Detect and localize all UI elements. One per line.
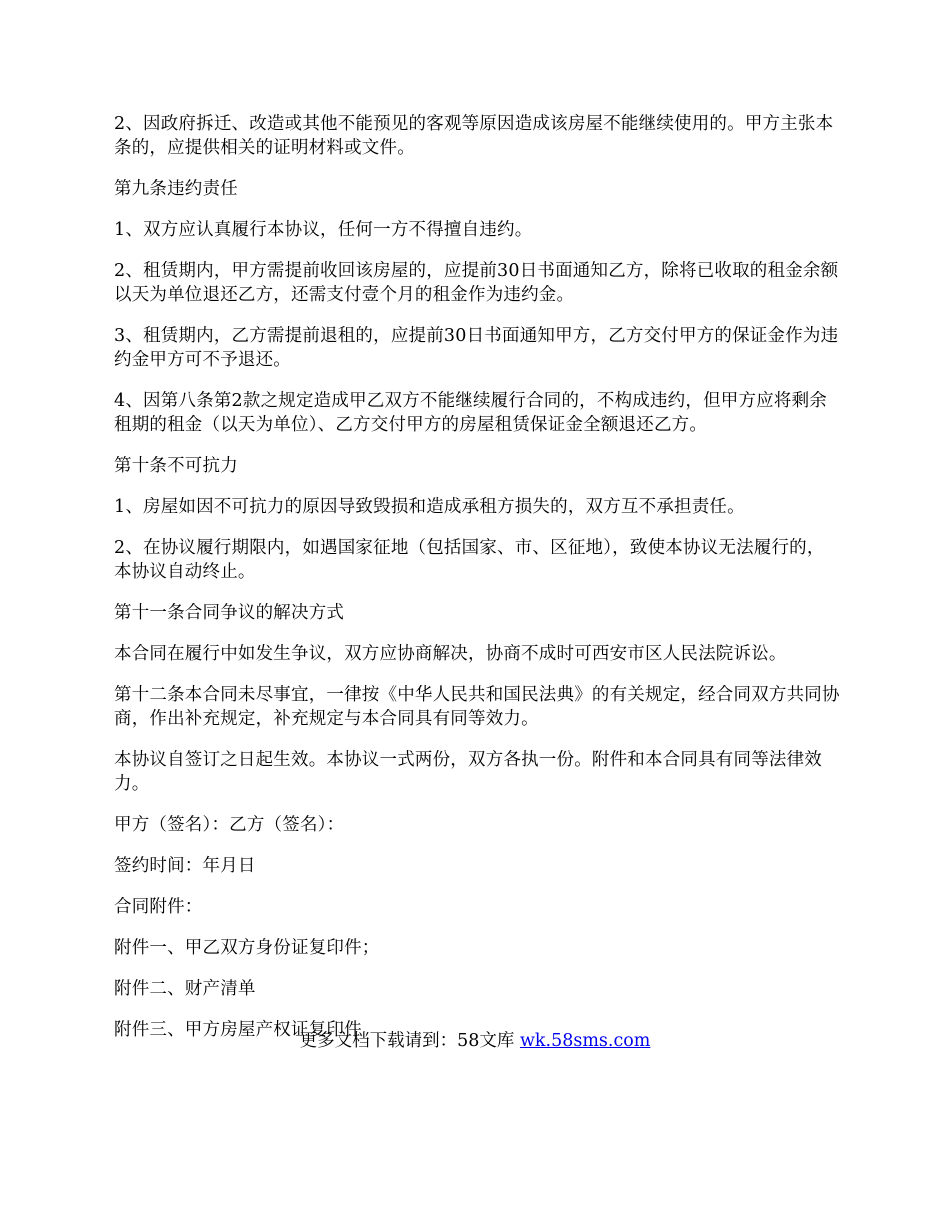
paragraph-9-2: 2、租赁期内，甲方需提前收回该房屋的，应提前30日书面通知乙方，除将已收取的租金余额以天为单位退还乙方，还需支付壹个月的租金作为违约金。 [114,261,839,305]
paragraph-effective: 本协议自签订之日起生效。本协议一式两份，双方各执一份。附件和本合同具有同等法律效力。 [114,750,822,794]
attachment-2: 附件二、财产清单 [114,979,256,999]
paragraph-10-1: 1、房屋如因不可抗力的原因导致毁损和造成承租方损失的，双方互不承担责任。 [114,497,745,517]
paragraph-10-2: 2、在协议履行期限内，如遇国家征地（包括国家、市、区征地），致使本协议无法履行的，本协议自动终止。 [114,538,825,582]
paragraph-demolition-clause: 2、因政府拆迁、改造或其他不能预见的客观等原因造成该房屋不能继续使用的。甲方主张本条的，应提供相关的证明材料或文件。 [114,114,834,158]
signing-date: 签约时间：年月日 [114,856,256,876]
paragraph-9-3: 3、租赁期内，乙方需提前退租的，应提前30日书面通知甲方，乙方交付甲方的保证金作为违约金甲方可不予退还。 [114,326,839,370]
attachments-heading: 合同附件： [114,897,203,917]
signature-line: 甲方（签名）：乙方（签名）： [114,815,345,835]
attachment-3: 附件三、甲方房屋产权证复印件 [114,1020,362,1040]
attachment-1: 附件一、甲乙双方身份证复印件； [114,938,380,958]
heading-article-10: 第十条不可抗力 [114,456,238,476]
heading-article-11: 第十一条合同争议的解决方式 [114,603,345,623]
paragraph-article-12: 第十二条本合同未尽事宜，一律按《中华人民共和国民法典》的有关规定，经合同双方共同协商，作出补充规定，补充规定与本合同具有同等效力。 [114,685,840,729]
paragraph-9-4: 4、因第八条第2款之规定造成甲乙双方不能继续履行合同的，不构成违约，但甲方应将剩余租期的租金（以天为单位）、乙方交付甲方的房屋租赁保证金全额退还乙方。 [114,391,827,435]
paragraph-9-1: 1、双方应认真履行本协议，任何一方不得擅自违约。 [114,220,533,240]
paragraph-11: 本合同在履行中如发生争议，双方应协商解决，协商不成时可西安市区人民法院诉讼。 [114,644,787,664]
footer-text: 更多文档下载请到：58文库 [299,1031,520,1051]
heading-article-9: 第九条违约责任 [114,179,238,199]
footer-link[interactable]: wk.58sms.com [519,1031,651,1051]
footer [0,1029,950,1053]
document-body [114,112,842,1059]
